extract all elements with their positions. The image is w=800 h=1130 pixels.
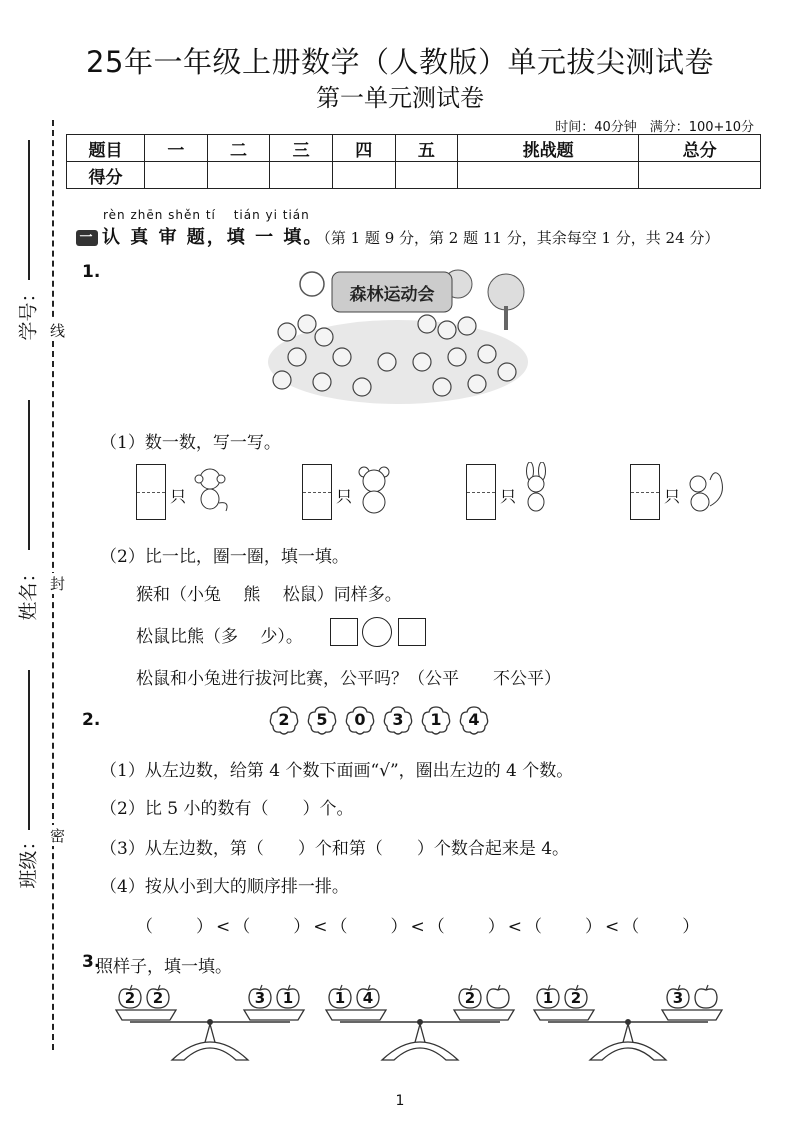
apple-number: 2: [152, 989, 164, 1007]
score-header-cell: 三: [270, 135, 333, 162]
tree-trunk-icon: [504, 306, 508, 330]
compare-box-right[interactable]: [398, 618, 426, 646]
flower-number: 5: [316, 710, 328, 729]
number-flower: [382, 705, 414, 735]
apple-weight: [246, 984, 274, 1010]
q1-line-b: 松鼠比熊（多 少）。: [136, 627, 303, 647]
score-input-cell[interactable]: [145, 162, 208, 189]
unit-label: 只: [336, 487, 353, 506]
score-header-cell: 四: [332, 135, 395, 162]
score-table-score-row: [67, 162, 761, 189]
apple-weight: [326, 984, 354, 1010]
q2-number-flowers: [268, 705, 490, 735]
flower-number: 0: [354, 710, 366, 729]
score-input-cell[interactable]: [332, 162, 395, 189]
q2-part3: （3）从左边数，第（ ）个和第（ ）个数合起来是 4。: [100, 839, 570, 859]
score-table-header-row: [67, 135, 761, 162]
apple-number: 4: [362, 989, 374, 1007]
apple-weight: [534, 984, 562, 1010]
flower-number: 1: [430, 710, 442, 729]
monkey-icon: [188, 465, 232, 515]
apple-icon: [692, 984, 720, 1010]
number-flower: [344, 705, 376, 735]
seal-word-secret: 密: [47, 825, 68, 846]
flower-number: 2: [278, 710, 290, 729]
q2-part4: （4）按从小到大的顺序排一排。: [100, 877, 349, 897]
q1-line-c: 松鼠和小兔进行拔河比赛，公平吗？（公平 不公平）: [136, 669, 561, 689]
exam-subtitle: 第一单元测试卷: [316, 84, 484, 112]
banner-text: 森林运动会: [349, 285, 435, 305]
q1-part1-text: （1）数一数，写一写。: [100, 433, 281, 453]
sun-icon: [300, 272, 324, 296]
number-flower: [268, 705, 300, 735]
count-answer-box[interactable]: [630, 464, 660, 520]
tree-icon: [488, 274, 524, 310]
score-input-cell[interactable]: [207, 162, 270, 189]
score-header-cell: 挑战题: [458, 135, 639, 162]
count-answer-box[interactable]: [136, 464, 166, 520]
apple-number: 2: [570, 989, 582, 1007]
student-id-label: 学号：: [17, 283, 40, 341]
balance-scale: [320, 984, 520, 1064]
seal-word-line: 线: [47, 320, 68, 341]
compare-circle[interactable]: [362, 617, 392, 647]
score-table: [66, 134, 761, 189]
class-rule: [28, 670, 30, 830]
apple-number: 1: [542, 989, 554, 1007]
number-flower: [420, 705, 452, 735]
q1-part2-text: （2）比一比，圈一圈，填一填。: [100, 547, 349, 567]
number-flower: [306, 705, 338, 735]
name-rule: [28, 400, 30, 550]
score-header-cell: 五: [395, 135, 458, 162]
flower-number: 4: [468, 710, 480, 729]
score-header-cell: 总分: [639, 135, 761, 162]
apple-weight: [144, 984, 172, 1010]
score-input-cell[interactable]: [395, 162, 458, 189]
q2-order-line[interactable]: （ ）<（ ）<（ ）<（ ）<（ ）<（ ）: [136, 917, 703, 937]
class-label: 班级：: [17, 831, 40, 889]
apple-number: 2: [464, 989, 476, 1007]
unit-label: 只: [500, 487, 517, 506]
apple-weight: [562, 984, 590, 1010]
section1-badge: 一: [76, 230, 98, 246]
apple-weight: [456, 984, 484, 1010]
apple-number: 1: [282, 989, 294, 1007]
compare-box-left[interactable]: [330, 618, 358, 646]
flower-number: 3: [392, 710, 404, 729]
count-answer-box[interactable]: [466, 464, 496, 520]
q3-number: 3.: [82, 952, 101, 972]
exam-meta: 时间：40分钟 满分：100+10分: [555, 120, 754, 135]
score-input-cell[interactable]: [458, 162, 639, 189]
bear-icon: [352, 465, 396, 515]
apple-weight: [664, 984, 692, 1010]
apple-number: 3: [254, 989, 266, 1007]
q3-text: 照样子，填一填。: [96, 957, 232, 977]
unit-label: 只: [170, 487, 187, 506]
number-flower: [458, 705, 490, 735]
balance-scale: [110, 984, 310, 1064]
apple-weight[interactable]: [692, 984, 720, 1010]
q2-part1: （1）从左边数，给第 4 个数下面画“√”，圈出左边的 4 个数。: [100, 761, 574, 781]
student-id-rule: [28, 140, 30, 280]
balance-scale: [528, 984, 728, 1064]
apple-icon: [484, 984, 512, 1010]
apple-number: 2: [124, 989, 136, 1007]
section1-heading: [76, 223, 719, 249]
score-header-cell: 一: [145, 135, 208, 162]
apple-weight: [354, 984, 382, 1010]
q1-line-a: 猴和（小兔 熊 松鼠）同样多。: [136, 585, 402, 605]
section1-heading-text: 认 真 审 题，填 一 填。: [102, 227, 324, 248]
score-input-cell[interactable]: [639, 162, 761, 189]
name-label: 姓名：: [17, 563, 40, 621]
score-input-cell[interactable]: [270, 162, 333, 189]
score-row-label: 得分: [67, 162, 145, 189]
rabbit-icon: [514, 462, 558, 512]
unit-label: 只: [664, 487, 681, 506]
count-answer-box[interactable]: [302, 464, 332, 520]
exam-title: 25年一年级上册数学（人教版）单元拔尖测试卷: [86, 45, 714, 79]
squirrel-icon: [684, 466, 728, 516]
apple-weight[interactable]: [484, 984, 512, 1010]
apple-weight: [274, 984, 302, 1010]
page-number: 1: [395, 1093, 405, 1109]
q2-part2: （2）比 5 小的数有（ ）个。: [100, 799, 354, 819]
seal-word-seal: 封: [47, 573, 68, 594]
apple-number: 3: [672, 989, 684, 1007]
q2-number: 2.: [82, 710, 101, 730]
score-header-cell: 题目: [67, 135, 145, 162]
section1-note: （第 1 题 9 分，第 2 题 11 分，其余每空 1 分，共 24 分）: [323, 229, 720, 247]
q1-number: 1.: [82, 262, 101, 282]
apple-weight: [116, 984, 144, 1010]
section1-pinyin: rèn zhēn shěn tí tián yi tián: [103, 208, 310, 222]
apple-number: 1: [334, 989, 346, 1007]
score-header-cell: 二: [207, 135, 270, 162]
